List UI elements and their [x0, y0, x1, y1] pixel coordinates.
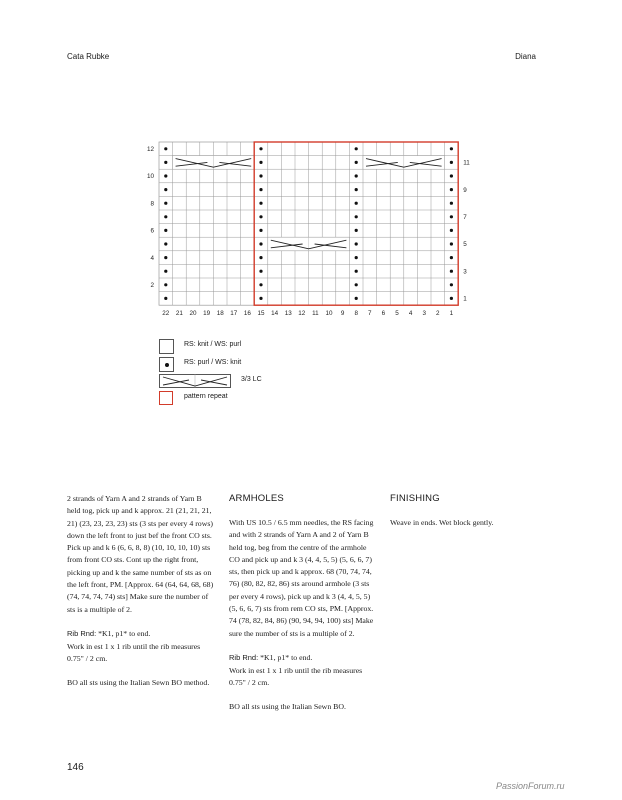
column-number-label: 6 [381, 310, 386, 318]
row-number-label: 4 [150, 254, 154, 262]
purl-stitch-dot [450, 242, 453, 245]
purl-stitch-dot [355, 215, 358, 218]
column-number-label: 22 [162, 310, 170, 318]
column-number-label: 18 [216, 310, 224, 318]
rib-work-paragraph: Work in est 1 x 1 rib until the rib measures 0.75" / 2 cm. [229, 665, 363, 687]
rib-round-text: *K1, p1* to end. [96, 629, 151, 639]
bind-off-paragraph: BO all sts using the Italian Sewn BO. [229, 702, 346, 712]
column-number-label: 15 [257, 310, 265, 318]
column-middle [229, 493, 379, 726]
armholes-heading: ARMHOLES [229, 493, 284, 504]
purl-stitch-dot [164, 229, 167, 232]
column-number-label: 7 [368, 310, 372, 318]
purl-stitch-dot [259, 229, 262, 232]
legend-purl-label: RS: purl / WS: knit [184, 359, 242, 366]
purl-stitch-dot [450, 270, 453, 273]
column-number-label: 1 [449, 310, 454, 318]
purl-stitch-dot [355, 174, 358, 177]
purl-stitch-dot [164, 147, 167, 150]
row-number-label: 6 [150, 227, 154, 235]
row-number-label: 9 [463, 186, 467, 194]
column-number-label: 3 [422, 310, 426, 318]
legend-purl [159, 357, 359, 372]
purl-stitch-dot [259, 242, 262, 245]
purl-stitch-dot [355, 188, 358, 191]
row-number-label: 5 [463, 241, 467, 249]
legend-cable-label: 3/3 LC [241, 376, 262, 383]
watermark: PassionForum.ru [496, 781, 565, 791]
purl-stitch-dot [355, 283, 358, 286]
rib-round-label: Rib Rnd: [67, 629, 97, 639]
rib-round-label: Rib Rnd: [229, 653, 259, 663]
purl-stitch-dot [164, 242, 167, 245]
purl-stitch-dot [259, 256, 262, 259]
purl-stitch-dot [450, 161, 453, 164]
column-number-label: 20 [189, 310, 197, 318]
pickup-paragraph: 2 strands of Yarn A and 2 strands of Yarn B held tog, pick up and k approx. 21 (21, 21, 21, 21) (23, 23, 23, 23) sts (3 sts per every 4 rows) down the left front to just bef the front CO sts. Pick up and k 6 (6, 6, 8, 8) (10, 10, 10, 10) sts from front CO sts. Cont up the right front, picking up and k the same number of sts as on the left front, PM. [Approx. 64 (64, 64, 68, 68) (74, 74, 74, 74) sts] Make sure the number of sts is a multiple of 2. [67, 494, 214, 614]
rib-round-text: *K1, p1* to end. [258, 653, 313, 663]
purl-stitch-dot [259, 147, 262, 150]
row-number-label: 7 [463, 214, 467, 221]
purl-stitch-dot [259, 188, 262, 191]
row-number-label: 2 [150, 282, 154, 289]
knit-symbol [159, 339, 174, 354]
column-number-label: 19 [203, 310, 211, 318]
purl-stitch-dot [450, 188, 453, 191]
legend-knit [159, 339, 359, 354]
rib-round-instruction [229, 652, 379, 664]
purl-stitch-dot [164, 215, 167, 218]
purl-stitch-dot [164, 202, 167, 205]
column-number-label: 10 [325, 310, 333, 318]
purl-stitch-dot [450, 147, 453, 150]
column-right [390, 493, 540, 542]
row-number-label: 3 [463, 268, 467, 276]
cable-symbol-icon [159, 374, 231, 388]
page-number: 146 [67, 762, 84, 773]
bind-off-paragraph: BO all sts using the Italian Sewn BO method. [67, 678, 210, 688]
chart-svg [140, 138, 470, 323]
purl-stitch-dot [450, 174, 453, 177]
purl-stitch-dot [164, 188, 167, 191]
legend-knit-label: RS: knit / WS: purl [184, 341, 242, 348]
finishing-heading: FINISHING [390, 493, 440, 504]
purl-stitch-dot [355, 202, 358, 205]
column-number-label: 21 [175, 310, 183, 318]
legend-repeat [159, 391, 359, 406]
legend-cable [159, 374, 359, 389]
purl-symbol [159, 357, 174, 372]
purl-stitch-dot [164, 256, 167, 259]
purl-stitch-dot [355, 256, 358, 259]
purl-stitch-dot [450, 229, 453, 232]
knitting-chart [140, 138, 470, 323]
purl-stitch-dot [259, 283, 262, 286]
column-number-label: 13 [284, 310, 292, 318]
column-number-label: 4 [408, 310, 413, 318]
purl-stitch-dot [355, 147, 358, 150]
column-number-label: 5 [395, 310, 399, 318]
purl-stitch-dot [450, 283, 453, 286]
rib-round-instruction [67, 628, 217, 640]
purl-stitch-dot [355, 229, 358, 232]
row-number-label: 1 [463, 295, 467, 303]
pattern-name: Diana [515, 52, 536, 61]
row-number-label: 11 [463, 159, 470, 167]
purl-stitch-dot [259, 161, 262, 164]
purl-stitch-dot [164, 174, 167, 177]
purl-stitch-dot [164, 161, 167, 164]
row-number-label: 12 [146, 146, 154, 153]
column-number-label: 9 [340, 310, 345, 318]
purl-stitch-dot [450, 297, 453, 300]
purl-stitch-dot [259, 270, 262, 273]
purl-stitch-dot [259, 202, 262, 205]
rib-work-paragraph: Work in est 1 x 1 rib until the rib measures 0.75" / 2 cm. [67, 641, 201, 663]
column-left [67, 493, 217, 702]
column-number-label: 16 [243, 310, 251, 318]
row-number-label: 10 [146, 173, 154, 181]
purl-stitch-dot [259, 297, 262, 300]
purl-stitch-dot [355, 242, 358, 245]
purl-stitch-dot [355, 297, 358, 300]
purl-stitch-dot [450, 215, 453, 218]
column-number-label: 12 [298, 310, 306, 318]
column-number-label: 14 [271, 310, 279, 318]
column-number-label: 11 [312, 310, 319, 318]
purl-stitch-dot [450, 202, 453, 205]
purl-stitch-dot [259, 174, 262, 177]
designer-name: Cata Rubke [67, 52, 110, 61]
row-number-label: 8 [150, 200, 154, 208]
purl-stitch-dot [355, 270, 358, 273]
purl-stitch-dot [164, 270, 167, 273]
column-number-label: 17 [230, 310, 238, 318]
legend-repeat-label: pattern repeat [184, 393, 228, 400]
armholes-paragraph: With US 10.5 / 6.5 mm needles, the RS facing and with 2 strands of Yarn A and 2 of Yarn B held tog, beg from the centre of the armhole CO and pick up and k 3 (4, 4, 5, 5) (5, 6, 6, 7) sts, then pick up and k approx. 68 (70, 74, 74, 76) (80, 82, 82, 86) sts around armhole (3 sts per every 4 rows), pick up and k 3 (4, 4, 5, 5) (5, 6, 6, 7) sts from rem CO sts, PM. [Approx. 74 (78, 82, 84, 86) (90, 94, 94, 100) sts] Make sure the number of sts is a multiple of 2. [229, 518, 374, 638]
purl-stitch-dot [259, 215, 262, 218]
purl-stitch-dot [355, 161, 358, 164]
purl-stitch-dot [450, 256, 453, 259]
column-number-label: 8 [354, 310, 358, 318]
finishing-paragraph: Weave in ends. Wet block gently. [390, 518, 494, 527]
repeat-symbol [159, 391, 173, 405]
purl-stitch-dot [164, 283, 167, 286]
purl-stitch-dot [164, 297, 167, 300]
purl-dot-icon [165, 363, 169, 367]
column-number-label: 2 [436, 310, 440, 318]
